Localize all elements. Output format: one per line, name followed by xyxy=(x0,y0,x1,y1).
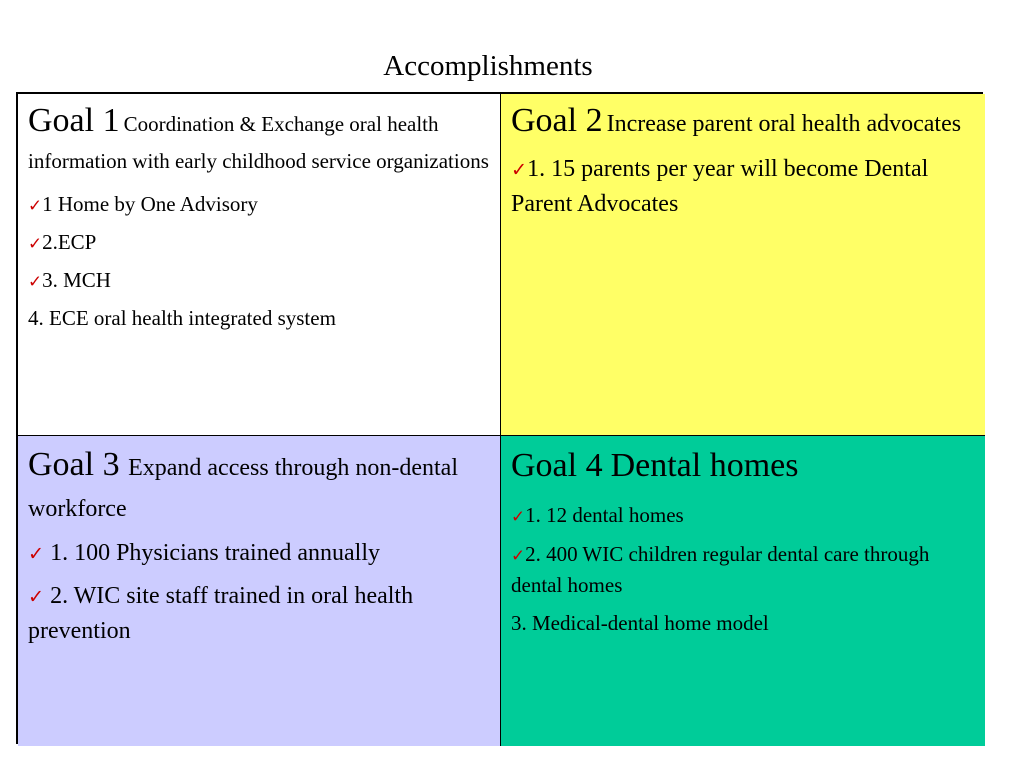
goal-4-item-2: ✓2. 400 WIC children regular dental care through dental homes xyxy=(511,542,930,597)
goal-1-item-4: 4. ECE oral health integrated system xyxy=(28,306,336,330)
checkmark-icon: ✓ xyxy=(511,158,528,181)
checkmark-icon: ✓ xyxy=(28,585,45,608)
goal-1-cell xyxy=(18,94,501,436)
goal-2-heading xyxy=(511,104,975,144)
goal-4-cell xyxy=(501,436,985,746)
goals-grid xyxy=(16,92,983,744)
goal-1-text: Coordination & Exchange oral health information with early childhood service organizations xyxy=(28,112,489,173)
goal-4-item-1: ✓1. 12 dental homes xyxy=(511,503,684,527)
slide-title: Accomplishments xyxy=(383,50,593,82)
goal-2-cell xyxy=(501,94,985,436)
goal-2-item-1: ✓1. 15 parents per year will become Dental Parent Advocates xyxy=(511,156,929,217)
checkmark-icon: ✓ xyxy=(28,542,45,565)
goal-4-text: Dental homes xyxy=(610,447,799,484)
goal-1-item-3: ✓3. MCH xyxy=(28,268,111,292)
goal-3-item-1: ✓ 1. 100 Physicians trained annually xyxy=(28,540,381,566)
goal-2-text: Increase parent oral health advocates xyxy=(606,111,962,137)
checkmark-icon: ✓ xyxy=(28,233,43,253)
goal-1-label: Goal 1 xyxy=(28,102,120,139)
goal-2-label: Goal 2 xyxy=(511,102,603,139)
goal-3-heading xyxy=(28,446,490,528)
checkmark-icon: ✓ xyxy=(511,506,526,526)
checkmark-icon: ✓ xyxy=(28,271,43,291)
goal-4-item-3: 3. Medical-dental home model xyxy=(511,611,769,635)
goal-1-item-2: ✓2.ECP xyxy=(28,230,97,254)
goal-1-item-1: ✓1 Home by One Advisory xyxy=(28,192,258,216)
goal-3-cell xyxy=(18,436,501,746)
checkmark-icon: ✓ xyxy=(28,195,43,215)
goal-3-text: Expand access through non-dental workforce xyxy=(28,455,458,522)
goal-4-heading xyxy=(511,446,975,492)
goal-4-label: Goal 4 xyxy=(511,447,603,484)
goal-3-label: Goal 3 xyxy=(28,446,120,483)
checkmark-icon: ✓ xyxy=(511,545,526,565)
goal-1-heading xyxy=(28,104,490,181)
goal-3-item-2: ✓ 2. WIC site staff trained in oral health prevention xyxy=(28,583,414,644)
